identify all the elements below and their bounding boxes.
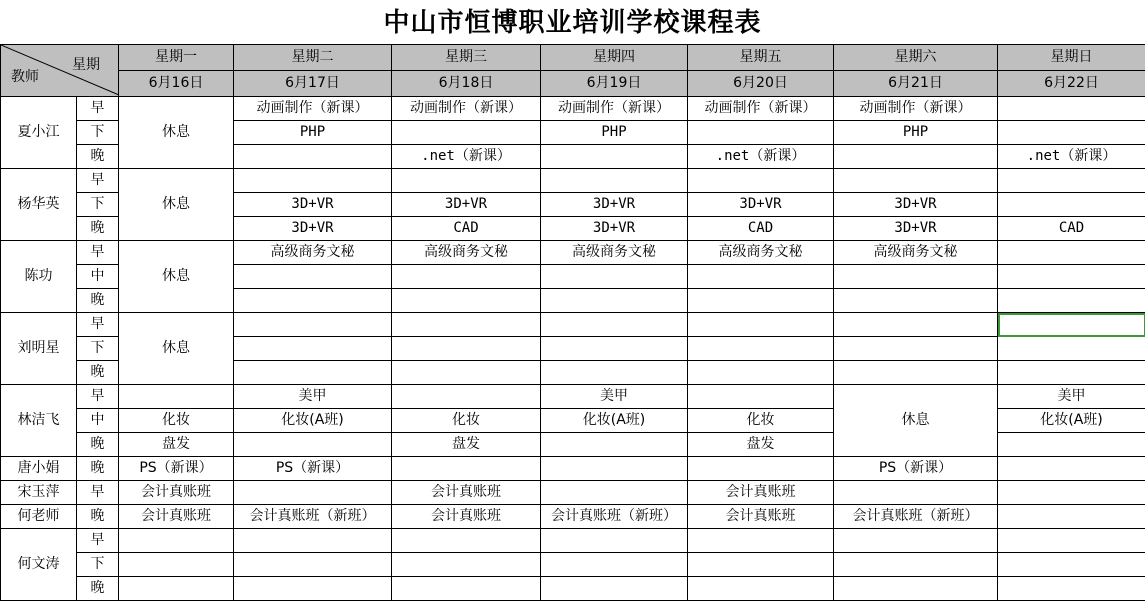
- course-cell[interactable]: [998, 241, 1145, 265]
- course-cell[interactable]: [541, 289, 688, 313]
- slot-label: 晚: [77, 577, 119, 601]
- course-cell[interactable]: [998, 553, 1145, 577]
- slot-label: 早: [77, 385, 119, 409]
- course-cell[interactable]: [834, 361, 998, 385]
- course-cell[interactable]: 化妆(A班): [541, 409, 688, 433]
- course-cell[interactable]: [541, 265, 688, 289]
- course-cell[interactable]: CAD: [392, 217, 541, 241]
- course-cell[interactable]: [234, 169, 392, 193]
- rest-cell[interactable]: 休息: [119, 313, 234, 385]
- course-cell[interactable]: 盘发: [688, 433, 834, 457]
- day-name-fri: 星期五: [688, 45, 834, 71]
- slot-label: 早: [77, 169, 119, 193]
- course-cell[interactable]: 化妆: [688, 409, 834, 433]
- day-date-fri: 6月20日: [688, 71, 834, 97]
- course-cell[interactable]: [998, 169, 1145, 193]
- table-row: [1, 385, 1145, 409]
- table-row: [1, 481, 1145, 505]
- course-cell[interactable]: PS（新课）: [119, 457, 234, 481]
- course-cell[interactable]: [834, 481, 998, 505]
- course-cell[interactable]: [392, 313, 541, 337]
- course-cell[interactable]: [392, 265, 541, 289]
- table-row: [1, 457, 1145, 481]
- course-cell[interactable]: [392, 577, 541, 601]
- course-cell[interactable]: [234, 577, 392, 601]
- course-cell[interactable]: [834, 169, 998, 193]
- slot-label: 下: [77, 121, 119, 145]
- course-cell[interactable]: 化妆: [392, 409, 541, 433]
- course-cell[interactable]: [834, 313, 998, 337]
- teacher-name[interactable]: 宋玉萍: [1, 481, 77, 505]
- course-cell[interactable]: [392, 289, 541, 313]
- course-cell[interactable]: [541, 361, 688, 385]
- course-cell[interactable]: 3D+VR: [834, 193, 998, 217]
- course-cell[interactable]: [834, 145, 998, 169]
- course-cell[interactable]: CAD: [998, 217, 1145, 241]
- course-cell[interactable]: 动画制作（新课）: [234, 97, 392, 121]
- course-cell[interactable]: [234, 481, 392, 505]
- table-row: [1, 169, 1145, 193]
- table-row: [1, 577, 1145, 601]
- course-cell[interactable]: [998, 289, 1145, 313]
- course-cell[interactable]: [392, 385, 541, 409]
- course-cell[interactable]: 3D+VR: [541, 217, 688, 241]
- course-cell[interactable]: [998, 529, 1145, 553]
- course-cell[interactable]: 3D+VR: [234, 217, 392, 241]
- course-cell[interactable]: 高级商务文秘: [392, 241, 541, 265]
- course-cell[interactable]: [541, 457, 688, 481]
- course-cell[interactable]: [998, 361, 1145, 385]
- corner-weekday-label: 星期: [72, 57, 100, 73]
- day-date-thu: 6月19日: [541, 71, 688, 97]
- course-cell[interactable]: [688, 577, 834, 601]
- selected-cell[interactable]: [998, 313, 1145, 337]
- course-cell[interactable]: [392, 361, 541, 385]
- day-name-sun: 星期日: [998, 45, 1145, 71]
- slot-label: 晚: [77, 145, 119, 169]
- course-cell[interactable]: 化妆(A班): [998, 409, 1145, 433]
- course-cell[interactable]: [998, 505, 1145, 529]
- course-cell[interactable]: [834, 289, 998, 313]
- course-cell[interactable]: 会计真账班: [392, 505, 541, 529]
- course-cell[interactable]: [541, 313, 688, 337]
- page-title: 中山市恒博职业培训学校课程表: [383, 8, 762, 38]
- day-date-mon: 6月16日: [119, 71, 234, 97]
- course-cell[interactable]: 会计真账班: [392, 481, 541, 505]
- teacher-name[interactable]: 陈功: [1, 241, 77, 313]
- course-cell[interactable]: [392, 121, 541, 145]
- slot-label: 晚: [77, 505, 119, 529]
- rest-cell[interactable]: 休息: [119, 97, 234, 169]
- day-date-sun: 6月22日: [998, 71, 1145, 97]
- course-cell[interactable]: [541, 145, 688, 169]
- course-cell[interactable]: [541, 553, 688, 577]
- course-cell[interactable]: [834, 529, 998, 553]
- course-cell[interactable]: [688, 457, 834, 481]
- teacher-name[interactable]: 唐小娟: [1, 457, 77, 481]
- teacher-name[interactable]: 何老师: [1, 505, 77, 529]
- table-row: [1, 529, 1145, 553]
- slot-label: 晚: [77, 217, 119, 241]
- course-cell[interactable]: PHP: [541, 121, 688, 145]
- teacher-name[interactable]: 林洁飞: [1, 385, 77, 457]
- table-row: [1, 505, 1145, 529]
- course-cell[interactable]: [392, 553, 541, 577]
- course-cell[interactable]: [541, 577, 688, 601]
- course-cell[interactable]: [998, 265, 1145, 289]
- course-cell[interactable]: [234, 361, 392, 385]
- course-cell[interactable]: [392, 169, 541, 193]
- course-cell[interactable]: 会计真账班: [688, 481, 834, 505]
- course-cell[interactable]: 盘发: [119, 433, 234, 457]
- teacher-name[interactable]: 刘明星: [1, 313, 77, 385]
- slot-label: 中: [77, 409, 119, 433]
- course-cell[interactable]: [541, 337, 688, 361]
- teacher-name[interactable]: 夏小江: [1, 97, 77, 169]
- table-row: [1, 313, 1145, 337]
- course-cell[interactable]: [541, 433, 688, 457]
- slot-label: 早: [77, 313, 119, 337]
- course-cell[interactable]: [688, 313, 834, 337]
- course-cell[interactable]: [688, 361, 834, 385]
- course-cell[interactable]: [688, 265, 834, 289]
- slot-label: 下: [77, 193, 119, 217]
- header-corner-cell: [1, 45, 119, 97]
- table-row: [1, 97, 1145, 121]
- course-cell[interactable]: [998, 337, 1145, 361]
- course-cell[interactable]: [392, 337, 541, 361]
- course-cell[interactable]: [234, 337, 392, 361]
- slot-label: 下: [77, 337, 119, 361]
- course-cell[interactable]: PHP: [834, 121, 998, 145]
- course-cell[interactable]: 会计真账班（新班）: [541, 505, 688, 529]
- course-cell[interactable]: 动画制作（新课）: [541, 97, 688, 121]
- course-cell[interactable]: [834, 265, 998, 289]
- course-cell[interactable]: [119, 553, 234, 577]
- course-cell[interactable]: 化妆(A班): [234, 409, 392, 433]
- course-cell[interactable]: [688, 337, 834, 361]
- rest-cell[interactable]: 休息: [119, 169, 234, 241]
- course-cell[interactable]: [998, 193, 1145, 217]
- course-cell[interactable]: [688, 385, 834, 409]
- course-cell[interactable]: .net（新课）: [998, 145, 1145, 169]
- course-cell[interactable]: 3D+VR: [234, 193, 392, 217]
- course-cell[interactable]: PS（新课）: [834, 457, 998, 481]
- course-cell[interactable]: [541, 169, 688, 193]
- rest-cell[interactable]: 休息: [834, 385, 998, 457]
- course-cell[interactable]: 高级商务文秘: [541, 241, 688, 265]
- day-name-mon: 星期一: [119, 45, 234, 71]
- course-cell[interactable]: .net（新课）: [688, 145, 834, 169]
- course-cell[interactable]: 化妆: [119, 409, 234, 433]
- table-row: [1, 241, 1145, 265]
- course-cell[interactable]: [688, 529, 834, 553]
- slot-label: 中: [77, 265, 119, 289]
- course-cell[interactable]: 会计真账班: [119, 481, 234, 505]
- course-cell[interactable]: 动画制作（新课）: [688, 97, 834, 121]
- table-row: [1, 553, 1145, 577]
- course-cell[interactable]: [234, 289, 392, 313]
- course-cell[interactable]: 高级商务文秘: [834, 241, 998, 265]
- course-cell[interactable]: [234, 553, 392, 577]
- course-cell[interactable]: 3D+VR: [392, 193, 541, 217]
- day-name-sat: 星期六: [834, 45, 998, 71]
- course-cell[interactable]: [998, 433, 1145, 457]
- course-cell[interactable]: [119, 529, 234, 553]
- course-cell[interactable]: [998, 577, 1145, 601]
- teacher-name[interactable]: 何文涛: [1, 529, 77, 601]
- slot-label: 早: [77, 481, 119, 505]
- slot-label: 晚: [77, 289, 119, 313]
- course-cell[interactable]: 会计真账班: [119, 505, 234, 529]
- course-cell[interactable]: [688, 169, 834, 193]
- course-cell[interactable]: [541, 481, 688, 505]
- course-cell[interactable]: [998, 97, 1145, 121]
- schedule-table: [0, 44, 1145, 601]
- course-cell[interactable]: PS（新课）: [234, 457, 392, 481]
- course-cell[interactable]: [541, 529, 688, 553]
- course-cell[interactable]: [834, 337, 998, 361]
- slot-label: 早: [77, 97, 119, 121]
- slot-label: 晚: [77, 457, 119, 481]
- course-cell[interactable]: [688, 121, 834, 145]
- corner-teacher-label: 教师: [11, 69, 39, 85]
- course-cell[interactable]: [234, 433, 392, 457]
- course-cell[interactable]: 会计真账班（新班）: [234, 505, 392, 529]
- course-cell[interactable]: 会计真账班: [688, 505, 834, 529]
- slot-label: 晚: [77, 361, 119, 385]
- course-cell[interactable]: .net（新课）: [392, 145, 541, 169]
- course-cell[interactable]: 盘发: [392, 433, 541, 457]
- course-cell[interactable]: [998, 121, 1145, 145]
- slot-label: 早: [77, 241, 119, 265]
- course-cell[interactable]: 美甲: [998, 385, 1145, 409]
- day-date-sat: 6月21日: [834, 71, 998, 97]
- day-date-tue: 6月17日: [234, 71, 392, 97]
- rest-cell[interactable]: 休息: [119, 241, 234, 313]
- course-cell[interactable]: 动画制作（新课）: [834, 97, 998, 121]
- course-cell[interactable]: PHP: [234, 121, 392, 145]
- course-cell[interactable]: [688, 553, 834, 577]
- course-cell[interactable]: CAD: [688, 217, 834, 241]
- teacher-name[interactable]: 杨华英: [1, 169, 77, 241]
- course-cell[interactable]: 动画制作（新课）: [392, 97, 541, 121]
- course-cell[interactable]: 美甲: [541, 385, 688, 409]
- course-cell[interactable]: 高级商务文秘: [688, 241, 834, 265]
- course-cell[interactable]: [998, 457, 1145, 481]
- course-cell[interactable]: [234, 145, 392, 169]
- course-cell[interactable]: 高级商务文秘: [234, 241, 392, 265]
- course-cell[interactable]: 3D+VR: [834, 217, 998, 241]
- course-cell[interactable]: [119, 577, 234, 601]
- course-cell[interactable]: [234, 529, 392, 553]
- course-cell[interactable]: 3D+VR: [541, 193, 688, 217]
- slot-label: 早: [77, 529, 119, 553]
- course-cell[interactable]: [119, 385, 234, 409]
- day-name-thu: 星期四: [541, 45, 688, 71]
- course-cell[interactable]: 美甲: [234, 385, 392, 409]
- course-cell[interactable]: 3D+VR: [688, 193, 834, 217]
- course-cell[interactable]: [234, 265, 392, 289]
- course-cell[interactable]: 会计真账班（新班）: [834, 505, 998, 529]
- course-cell[interactable]: [834, 577, 998, 601]
- course-cell[interactable]: [998, 481, 1145, 505]
- course-cell[interactable]: [834, 553, 998, 577]
- course-cell[interactable]: [688, 289, 834, 313]
- course-cell[interactable]: [392, 457, 541, 481]
- day-name-tue: 星期二: [234, 45, 392, 71]
- slot-label: 下: [77, 553, 119, 577]
- slot-label: 晚: [77, 433, 119, 457]
- course-cell[interactable]: [392, 529, 541, 553]
- day-name-wed: 星期三: [392, 45, 541, 71]
- course-cell[interactable]: [234, 313, 392, 337]
- day-date-wed: 6月18日: [392, 71, 541, 97]
